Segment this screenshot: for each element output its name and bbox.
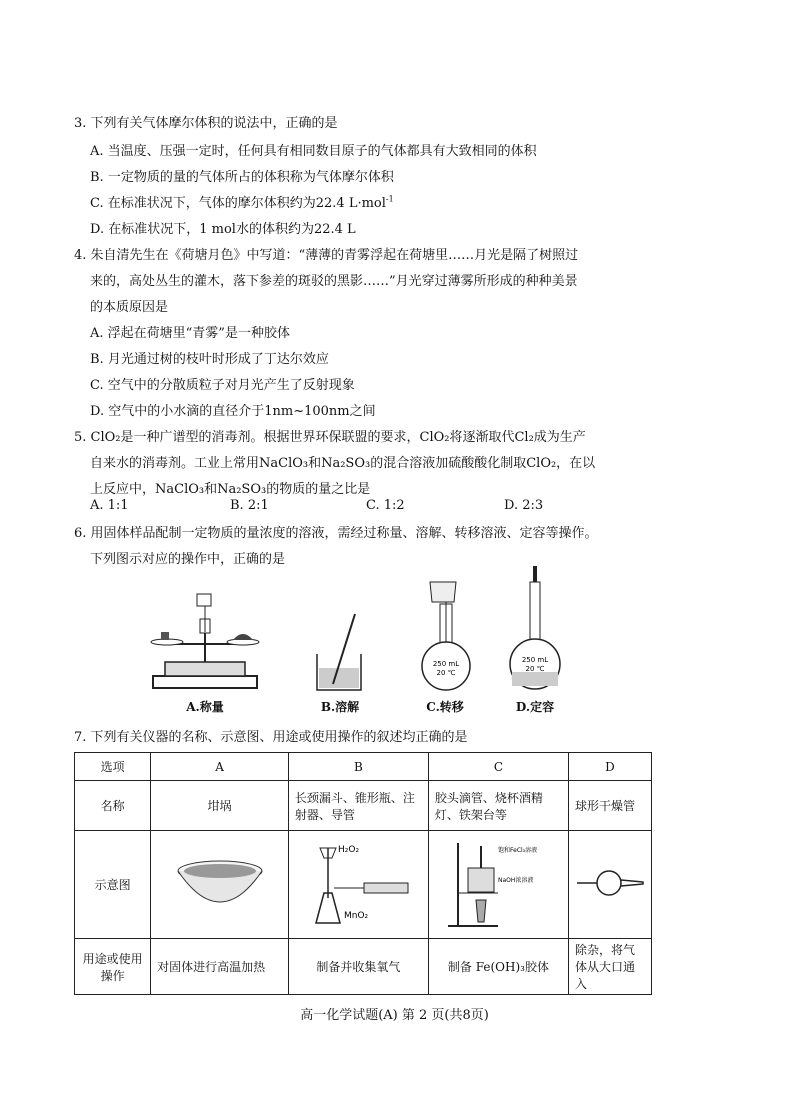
q5-line3: 上反应中，NaClO₃和Na₂SO₃的物质的量之比是 — [90, 482, 371, 497]
row-label-diagram: 示意图 — [75, 831, 151, 939]
use-b: 制备并收集氧气 — [288, 939, 428, 995]
q6-figures — [130, 575, 600, 715]
q3-option-c-text: C. 在标准状况下，气体的摩尔体积约为22.4 L·mol — [90, 196, 386, 211]
caption-a: A.称量 — [186, 700, 224, 714]
use-a: 对固体进行高温加热 — [151, 939, 289, 995]
diagram-c — [428, 831, 568, 939]
beaker-icon — [305, 584, 375, 694]
q3-option-c-sup: -1 — [385, 194, 394, 204]
oxygen-setup-icon — [298, 838, 418, 928]
table-header-row — [75, 753, 652, 781]
table-row-use — [75, 939, 652, 995]
flask-d-volume: 250 mL — [521, 656, 549, 664]
header-d: D — [568, 753, 651, 781]
table-row-diagram — [75, 831, 652, 939]
diagram-b — [288, 831, 428, 939]
name-d: 球形干燥管 — [568, 781, 651, 831]
fecl3-setup-icon — [438, 838, 558, 928]
q3-option-b: B. 一定物质的量的气体所占的体积称为气体摩尔体积 — [90, 170, 394, 185]
q3-stem: 3. 下列有关气体摩尔体积的说法中，正确的是 — [74, 116, 338, 131]
header-c: C — [428, 753, 568, 781]
q4-option-d: D. 空气中的小水滴的直径介于1nm~100nm之间 — [90, 404, 376, 419]
q7-table — [74, 752, 652, 995]
q3-option-c — [90, 192, 394, 211]
diagram-d — [568, 831, 651, 939]
use-c: 制备 Fe(OH)₃胶体 — [428, 939, 568, 995]
header-a: A — [151, 753, 289, 781]
header-option: 选项 — [75, 753, 151, 781]
balance-icon — [145, 584, 265, 694]
c-naoh-label: NaOH浓溶液 — [498, 877, 534, 884]
q4-option-c: C. 空气中的分散质粒子对月光产生了反射现象 — [90, 378, 355, 393]
q4-line3: 的本质原因是 — [90, 300, 169, 315]
diagram-a — [151, 831, 289, 939]
q5-option-d: D. 2:3 — [504, 498, 544, 513]
transfer-flask-icon — [410, 574, 480, 694]
page-footer: 高一化学试题(A) 第 2 页(共8页) — [300, 1008, 489, 1023]
flask-c-volume: 250 mL — [432, 660, 460, 668]
q4-option-b: B. 月光通过树的枝叶时形成了丁达尔效应 — [90, 352, 329, 367]
fig-transfer — [410, 574, 480, 715]
q4-option-a: A. 浮起在荷塘里“青雾”是一种胶体 — [90, 326, 290, 341]
fig-balance — [145, 584, 265, 715]
caption-b: B.溶解 — [320, 700, 360, 714]
q6-line1: 6. 用固体样品配制一定物质的量浓度的溶液，需经过称量、溶解、转移溶液、定容等操作。 — [74, 526, 598, 541]
caption-d: D.定容 — [515, 700, 555, 714]
name-c: 胶头滴管、烧杯酒精灯、铁架台等 — [428, 781, 568, 831]
drying-tube-icon — [575, 863, 645, 903]
q5-line2: 自来水的消毒剂。工业上常用NaClO₃和Na₂SO₃的混合溶液加硫酸酸化制取ClO₂，在以 — [90, 456, 596, 471]
q5-option-c: C. 1:2 — [366, 498, 405, 513]
q5-option-b: B. 2:1 — [230, 498, 269, 513]
header-b: B — [288, 753, 428, 781]
q5-line1: 5. ClO₂是一种广谱型的消毒剂。根据世界环保联盟的要求，ClO₂将逐渐取代Cl₂成为生产 — [74, 430, 586, 445]
q6-line2: 下列图示对应的操作中，正确的是 — [90, 552, 286, 567]
flask-c-temp: 20 ℃ — [436, 669, 456, 677]
fig-volumetric — [500, 564, 570, 715]
use-d: 除杂，将气体从大口通入 — [568, 939, 651, 995]
row-label-name: 名称 — [75, 781, 151, 831]
q7-stem: 7. 下列有关仪器的名称、示意图、用途或使用操作的叙述均正确的是 — [74, 730, 468, 745]
table-row-name — [75, 781, 652, 831]
b-mno2-label: MnO₂ — [344, 911, 369, 921]
row-label-use: 用途或使用操作 — [75, 939, 151, 995]
q4-line1: 4. 朱自清先生在《荷塘月色》中写道：“薄薄的青雾浮起在荷塘里……月光是隔了树照过 — [74, 248, 579, 263]
caption-c: C.转移 — [426, 700, 464, 714]
q5-option-a: A. 1:1 — [90, 498, 129, 513]
q4-line2: 来的，高处丛生的灌木，落下参差的斑驳的黑影……”月光穿过薄雾所形成的种种美景 — [90, 274, 578, 289]
fig-beaker — [305, 584, 375, 715]
volumetric-flask-icon — [500, 564, 570, 694]
name-b: 长颈漏斗、锥形瓶、注射器、导管 — [288, 781, 428, 831]
crucible-icon — [170, 853, 270, 913]
c-fecl3-label: 饱和FeCl₃溶液 — [498, 847, 538, 854]
name-a: 坩埚 — [151, 781, 289, 831]
q3-option-d: D. 在标准状况下，1 mol水的体积约为22.4 L — [90, 222, 356, 237]
flask-d-temp: 20 ℃ — [525, 665, 545, 673]
b-h2o2-label: H₂O₂ — [338, 845, 360, 855]
q3-option-a: A. 当温度、压强一定时，任何具有相同数目原子的气体都具有大致相同的体积 — [90, 144, 537, 159]
